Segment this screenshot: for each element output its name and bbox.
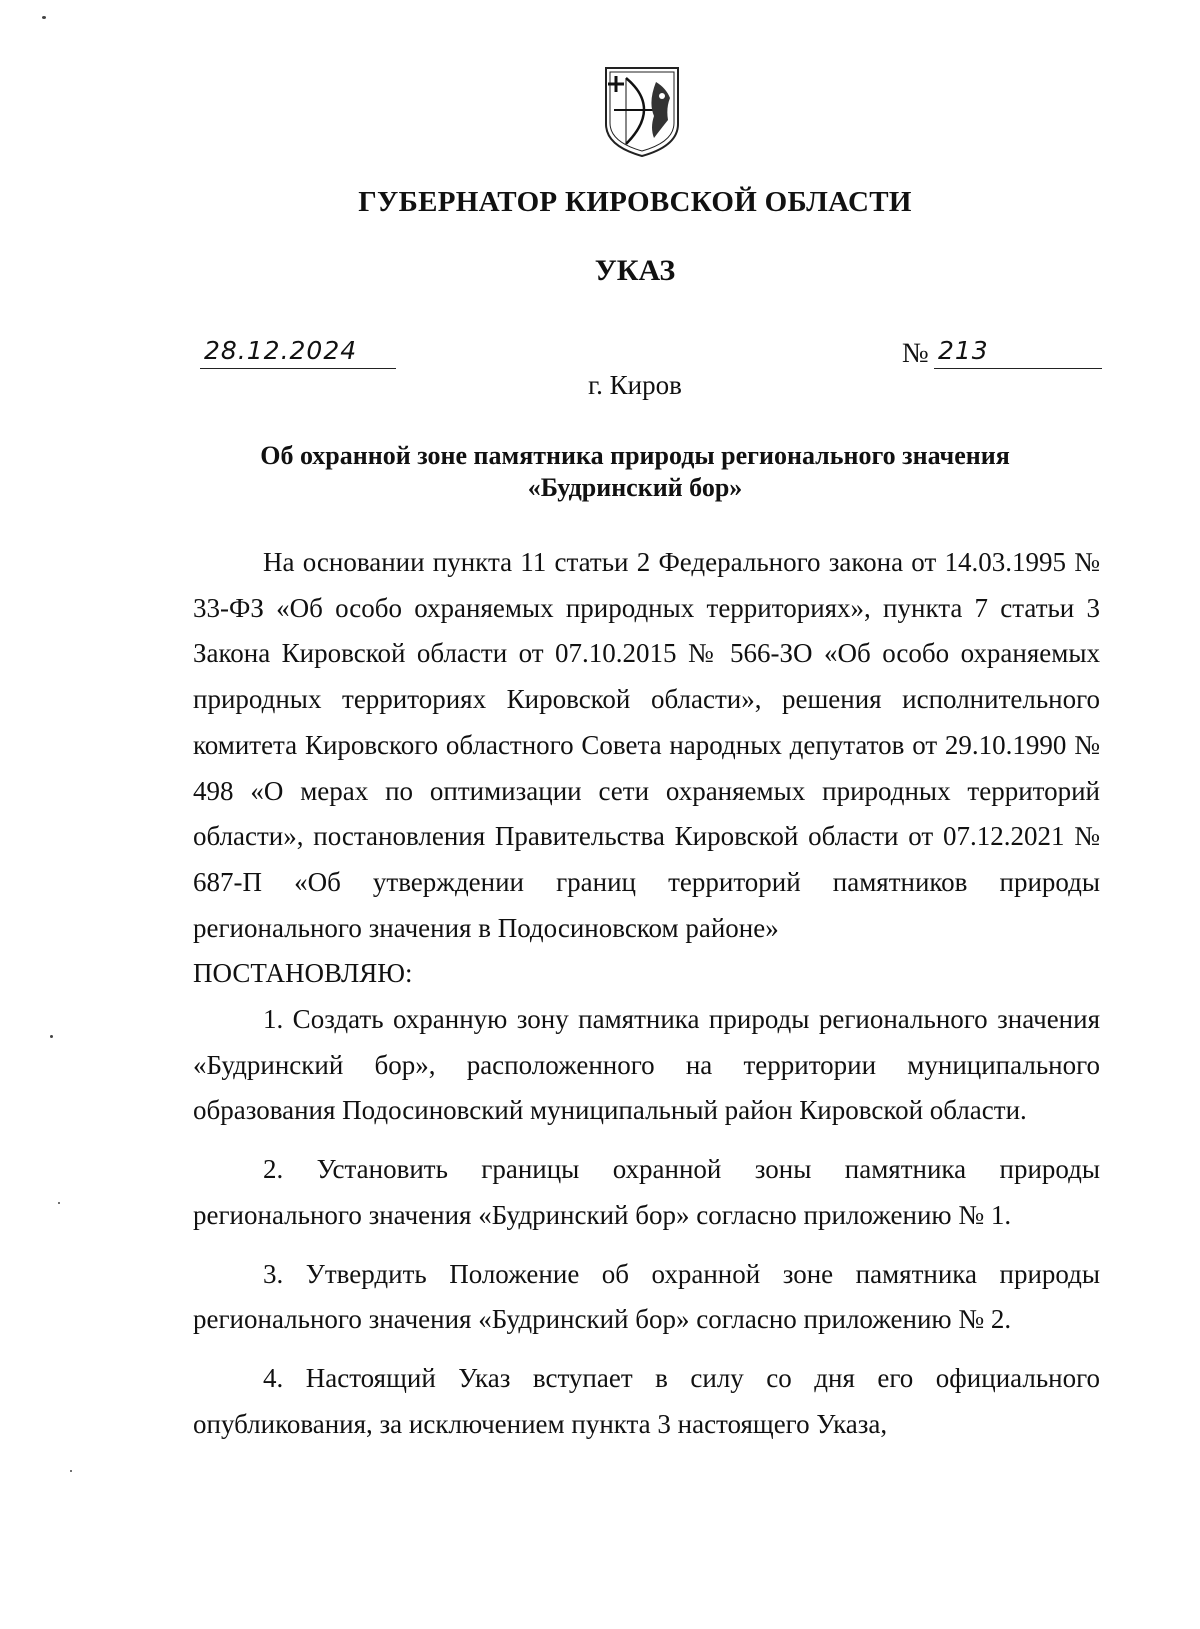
decree-word: ПОСТАНОВЛЯЮ:	[193, 958, 413, 989]
issuing-city: г. Киров	[588, 370, 682, 400]
handwritten-date: 28.12.2024	[204, 336, 358, 365]
preamble-paragraph: На основании пункта 11 статьи 2 Федерального закона от 14.03.1995 № 33-ФЗ «Об особо охраняемых природных территориях», пункта 7 статьи 3 Закона Кировской области от 07.10.2015 № 566-ЗО «Об особо охраняемых природных территориях Кировской области», решения исполнительного комитета Кировского областного Совета народных депутатов от 29.10.1990 № 498 «О мерах по оптимизации сети охраняемых природных территорий области», постановления Правительства Кировской области от 07.12.2021 № 687-П «Об утверждении границ территорий памятников природы регионального значения в Подосиновском районе»	[193, 547, 1100, 943]
scan-speck	[42, 16, 46, 19]
handwritten-number: 213	[938, 336, 989, 365]
date-field	[200, 338, 396, 369]
item-4: 4. Настоящий Указ вступает в силу со дня его официального опубликования, за исключением пункта 3 настоящего Указа,	[193, 1362, 1100, 1439]
scan-speck	[58, 1202, 60, 1204]
item-3: 3. Утвердить Положение об охранной зоне памятника природы регионального значения «Будринский бор» согласно приложению № 2.	[193, 1258, 1100, 1335]
scan-speck	[50, 1035, 53, 1038]
number-field	[902, 338, 1102, 368]
scan-speck	[70, 1470, 72, 1472]
kirov-coat-of-arms-icon	[604, 66, 680, 158]
issuing-authority: ГУБЕРНАТОР КИРОВСКОЙ ОБЛАСТИ	[358, 186, 912, 218]
document-type: УКАЗ	[594, 254, 676, 287]
title-line-1: Об охранной зоне памятника природы регионального значения	[260, 441, 1010, 470]
number-sign: №	[902, 338, 929, 369]
document-body	[193, 540, 1100, 1447]
item-1: 1. Создать охранную зону памятника природы регионального значения «Будринский бор», расположенного на территории муниципального образования Подосиновский муниципальный район Кировской области.	[193, 1004, 1100, 1126]
item-2: 2. Установить границы охранной зоны памятника природы регионального значения «Будринский бор» согласно приложению № 1.	[193, 1154, 1100, 1230]
document-title	[200, 440, 1070, 504]
number-underline	[934, 338, 1102, 369]
title-line-2: «Будринский бор»	[527, 473, 743, 502]
